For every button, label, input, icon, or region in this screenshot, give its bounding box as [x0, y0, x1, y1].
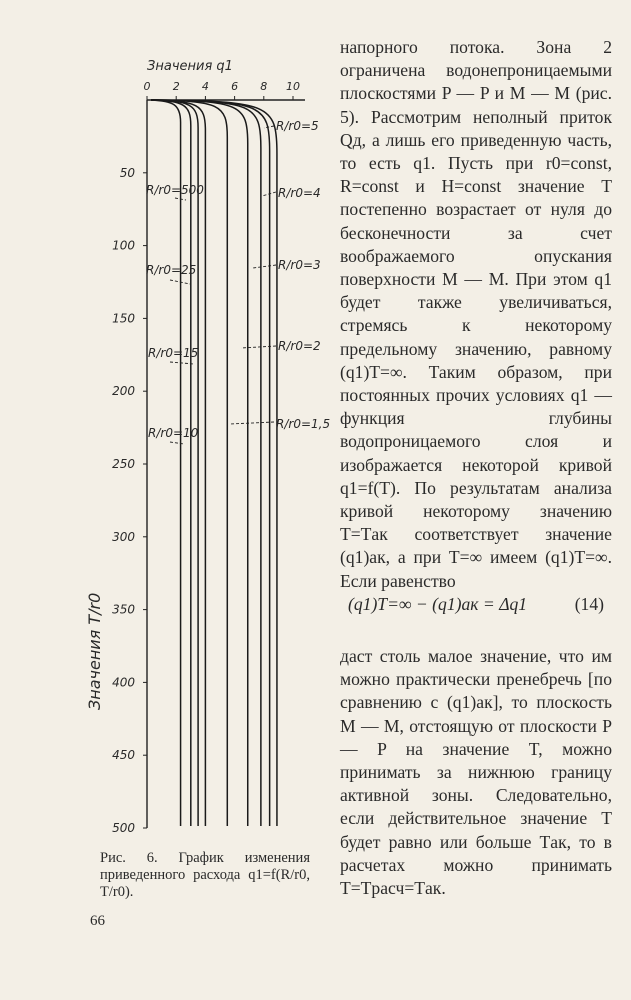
leader-line: [253, 265, 276, 268]
leader-line: [264, 126, 274, 128]
series-label: R/r0=4: [278, 186, 321, 200]
paragraph-after: даст столь малое значение, что им можно практически пренебречь [по сравнению с (q1)ак], то плоскость M — M, отстоящую от плоскости P — P на значение T, можно принимать за нижнюю границу активной зоны. Следовательно, если действительное значение T будет равно или больше Tак, то в расчетах можно принимать T=Tрасч=Tак.: [340, 646, 612, 899]
leader-line: [170, 442, 184, 444]
series-labels: [146, 119, 330, 444]
x-tick-labels: [144, 80, 301, 100]
series-label: R/r0=5: [276, 119, 319, 133]
y-tick-label: 500: [112, 821, 135, 835]
y-tick-label: 450: [112, 748, 135, 763]
formula: (q1)T=∞ − (q1)ак = Δq1: [348, 594, 528, 614]
figure-caption: Рис. 6. График изменения приведенного расхода q1=f(R/r0, T/r0).: [100, 850, 310, 900]
curve-r-r0-500: [151, 100, 181, 826]
y-axis-label: Значения T/r0: [85, 592, 104, 710]
chart-curves: [151, 100, 277, 826]
series-label: R/r0=25: [146, 263, 197, 277]
y-tick-label: 100: [112, 238, 135, 253]
page-number: 66: [90, 913, 105, 929]
curve-r-r0-10: [151, 100, 191, 826]
leader-line: [230, 422, 274, 424]
series-label: R/r0=15: [148, 346, 199, 360]
series-label: R/r0=2: [278, 339, 321, 353]
curve-r-r0-2: [151, 100, 248, 826]
series-label: R/r0=3: [278, 258, 321, 272]
y-tick-label: 150: [112, 311, 135, 326]
x-tick-label: 2: [172, 80, 180, 93]
x-tick-label: 4: [201, 80, 209, 93]
x-tick-label: 6: [231, 80, 239, 93]
leader-line: [241, 346, 276, 348]
y-tick-label: 400: [112, 675, 135, 690]
series-label: R/r0=1,5: [276, 417, 330, 431]
x-axis-label: Значения q1: [147, 59, 233, 74]
y-tick-label: 350: [112, 602, 135, 617]
curve-r-r0-4: [151, 100, 270, 826]
series-label: R/r0=500: [146, 183, 204, 197]
y-tick-label: 200: [112, 384, 135, 399]
series-label: R/r0=10: [148, 426, 199, 440]
x-tick-label: 0: [143, 80, 151, 93]
curve-r-r0-1-5: [151, 100, 227, 826]
x-tick-label: 8: [260, 80, 268, 93]
body-text-after-formula: [340, 645, 612, 900]
flow-chart: [0, 0, 330, 860]
y-tick-labels: [112, 166, 147, 835]
curve-r-r0-25: [151, 100, 205, 826]
body-text-before-formula: [340, 36, 612, 593]
paragraph-before: напорного потока. Зона 2 ограничена водонепроницаемыми плоскостями P — P и M — M (рис. 5). Рассмотрим неполный приток Qд, а лишь его приведенную часть, то есть q1. Пусть при r0=const, R=const и H=const значение T постепенно возрастает от нуля до бесконечности за счет воображаемого опускания поверхности M — M. При этом q1 будет также увеличиваться, стремясь к некоторому предельному значению, равному (q1)T=∞. Таким образом, при постоянных прочих условиях q1 — функция глубины водопроницаемого слоя и изображается некоторой кривой q1=f(T). По результатам анализа кривой некоторому значению T=Tак соответствует значение (q1)ак, а при T=∞ имеем (q1)T=∞. Если равенство: [340, 37, 612, 591]
y-tick-label: 300: [112, 529, 135, 544]
y-tick-label: 250: [112, 457, 135, 471]
y-tick-label: 50: [119, 165, 135, 180]
x-tick-label: 10: [286, 80, 300, 93]
formula-number: (14): [574, 594, 604, 614]
curve-r-r0-5: [151, 100, 277, 826]
chart-axes: [147, 100, 305, 828]
